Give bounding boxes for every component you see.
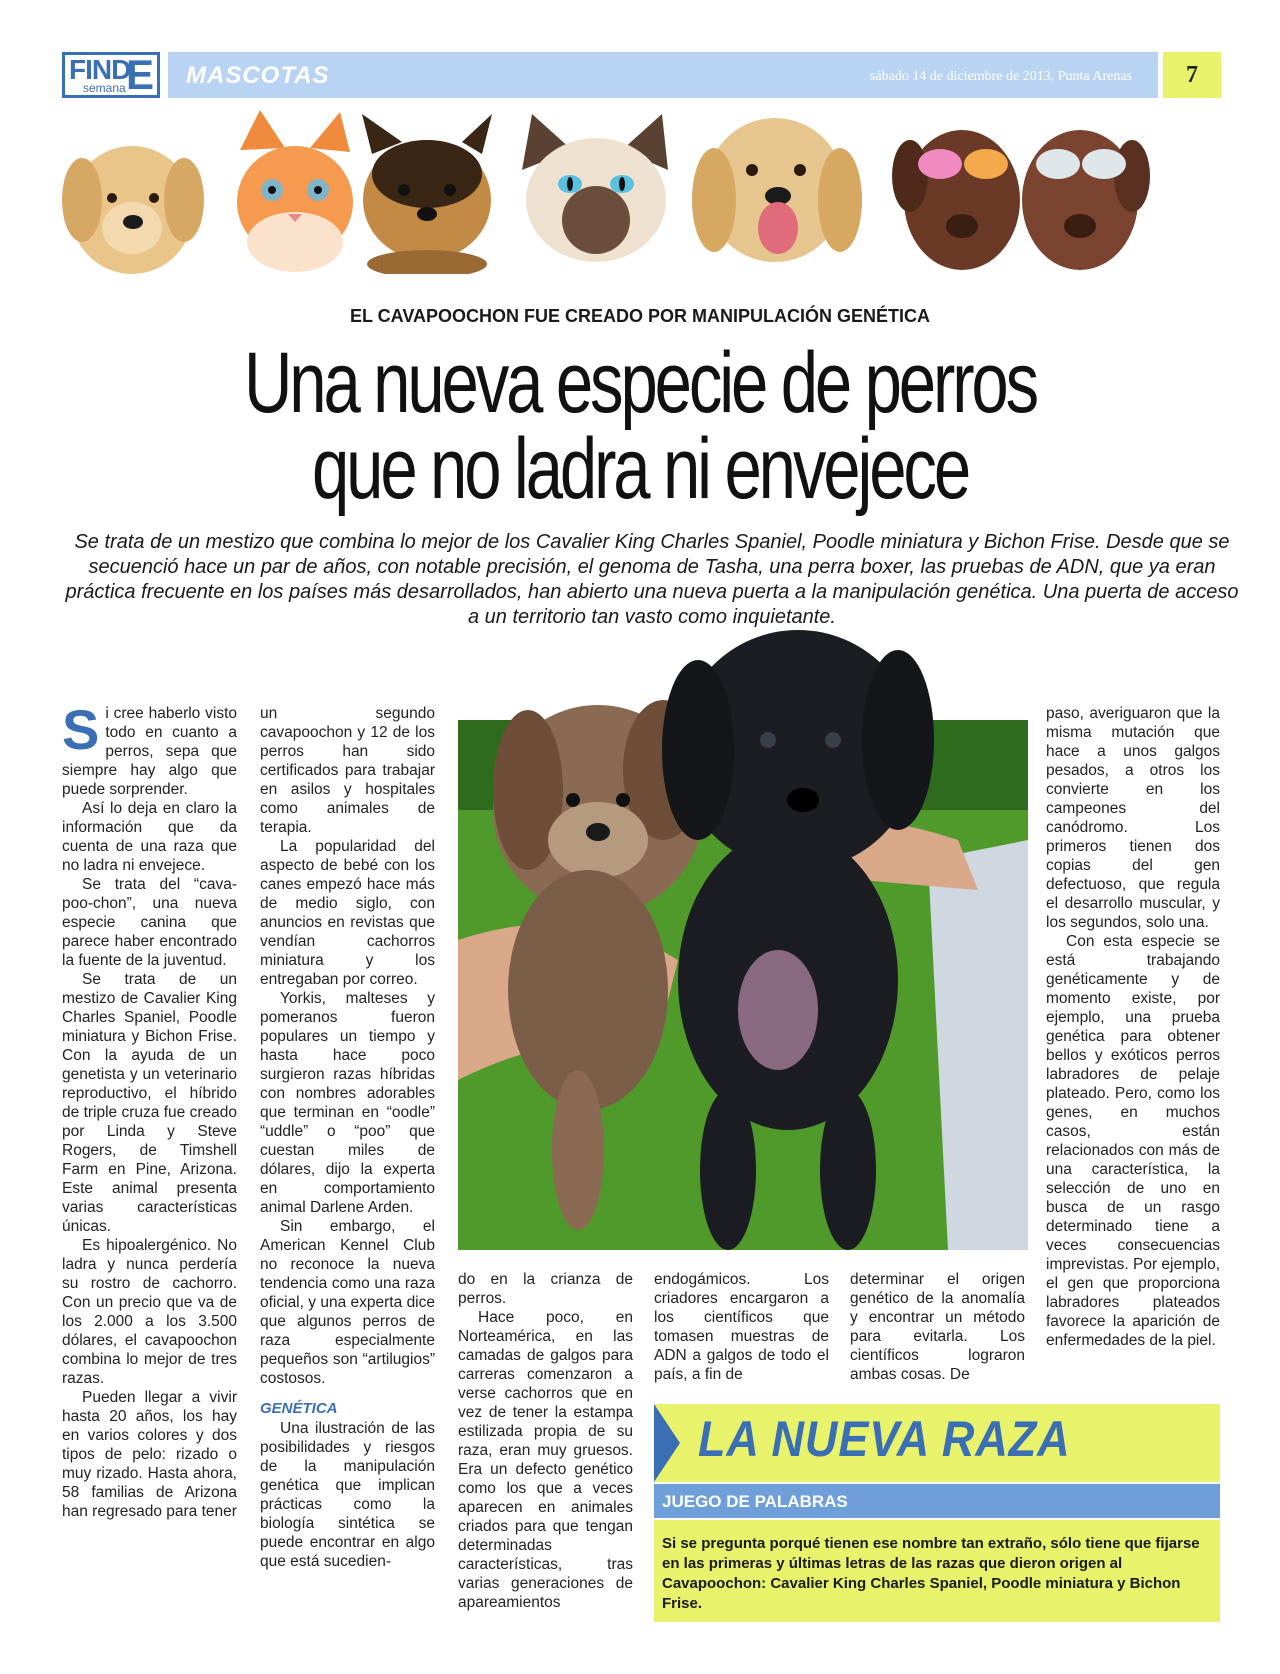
article-column-6: [1046, 704, 1220, 1350]
paragraph: paso, averiguaron que la misma mutación que hace a unos galgos pesados, a otros los convierte en los campeones del canódromo. Los primeros tienen dos copias del gen defectuoso, que regula el desarrollo muscular, y los segundos, solo una.: [1046, 705, 1220, 931]
orange-kitten-icon: [237, 110, 353, 272]
headline-line-2: que no ladra ni envejece: [311, 421, 969, 517]
article-column-5: [850, 1270, 1025, 1384]
page-number: 7: [1163, 52, 1221, 98]
findesemana-logo: FIND E semana: [62, 52, 160, 98]
subhead-genetica: GENÉTICA: [260, 1400, 338, 1417]
lead-paragraph: Se trata de un mestizo que combina lo mejor de los Cavalier King Charles Spaniel, Poodle miniatura y Bichon Frise. Desde que se secuenció hace un par de años, con notable precisión, el genoma de Tasha, una perra boxer, las pruebas de ADN, que ya eran práctica frecuente en los países más desarrollados, han abierto una nueva puerta a la manipulación genética. Una puerta de acceso a un territorio tan vasto como inquietante.: [65, 531, 1239, 628]
sidebar-subtitle: JUEGO DE PALABRAS: [662, 1492, 848, 1511]
paragraph: endogámicos. Los criadores encargaron a los científicos que tomasen muestras de ADN a galgos de todo el país, a fin de: [654, 1271, 829, 1383]
paragraph: do en la crianza de perros.: [458, 1271, 633, 1307]
yorkie-puppy-icon: [362, 114, 492, 274]
golden-retriever-icon: [692, 118, 862, 262]
paragraph: Pueden llegar a vivir hasta 20 años, los hay en varios colores y dos tipos de pelo: rizado o muy rizado. Hasta ahora, 58 familias de Arizona han regresado para tener: [62, 1389, 237, 1520]
drop-cap: S: [62, 698, 100, 761]
paragraph: Con esta especie se está trabajando genéticamente y de momento existe, por ejemplo, una prueba genética para obtener bellos y exóticos perros labradores de pelaje plateado. Pero, como los genes, en muchos casos, están relacionados con más de una característica, la selección de uno en busca de un rasgo determinado tiene a veces consecuencias imprevistas. Por ejemplo, el gen que proporciona labradores plateados favorece la aparición de enfermedades de la piel.: [1046, 933, 1221, 1349]
siamese-cat-icon: [522, 114, 668, 262]
sidebar-body: Si se pregunta porqué tienen ese nombre tan extraño, sólo tiene que fijarse en las primeras y últimas letras de las razas que dieron origen al Cavapoochon: Cavalier King Charles Spaniel, Poodle miniatura y Bichon Frise.: [662, 1535, 1200, 1612]
paragraph: La popularidad del aspecto de bebé con los canes empezó hace más de medio siglo, con anuncios en revistas que vendían cachorros miniatura y los entregaban por correo.: [260, 838, 435, 988]
paragraph: Así lo deja en claro la información que da cuenta de una raza que no ladra ni envejece.: [62, 800, 237, 874]
dateline: sábado 14 de diciembre de 2013, Punta Arenas: [869, 69, 1132, 84]
paragraph: Es hipoalergénico. No ladra y nunca perdería su rostro de cachorro. Con un precio que va de los 2.000 a los 3.500 dólares, el cavapoochon combina lo mejor de tres razas.: [62, 1237, 237, 1387]
two-cavapoochon-puppies-held-over-grass: [458, 630, 1028, 1250]
section-label: MASCOTAS: [186, 62, 330, 89]
article-column-4: [654, 1270, 829, 1384]
paragraph: Si cree haberlo visto todo en cuanto a perros, sepa que siempre hay algo que puede sorprender.: [62, 698, 237, 798]
paragraph: Se trata del “cava-poo-chon”, una nueva especie canina que parece haber encontrado la fuente de la juventud.: [62, 876, 237, 969]
paragraph: Hace poco, en Norteamérica, en las camadas de galgos para carreras comenzaron a verse cachorros que en vez de tener la estampa estilizada propia de su raza, eran muy gruesos. Era un defecto genético como los que a veces aparecen en animales criados para que tengan determinadas características, tras varias generaciones de apareamientos: [458, 1309, 633, 1611]
chocolate-labs-goggles-icon: [892, 130, 1150, 270]
paragraph: determinar el origen genético de la anomalía y encontrar un método para evitarla. Los científicos lograron ambas cosas. De: [850, 1271, 1025, 1383]
paragraph: Sin embargo, el American Kennel Club no reconoce la nueva tendencia como una raza oficial, y una experta dice que algunos perros de raza especialmente pequeños son “artilugios” costosos.: [260, 1218, 435, 1387]
article-column-1: [62, 698, 237, 1521]
article-column-3: [458, 1270, 633, 1612]
paragraph: Yorkis, malteses y pomeranos fueron populares un tiempo y hasta hace poco surgieron razas híbridas con nombres adorables que terminan en “oodle” “uddle” o “poo” que cuestan miles de dólares, dijo la experta en comportamiento animal Darlene Arden.: [260, 990, 435, 1216]
sidebar-title: LA NUEVA RAZA: [698, 1411, 1071, 1467]
paragraph: Se trata de un mestizo de Cavalier King Charles Spaniel, Poodle miniatura y Bichon Frise. Con la ayuda de un genetista y un veterinario reproductivo, el híbrido de triple cruza fue creado por Linda y Steve Rogers, de Timshell Farm en Pine, Arizona. Este animal presenta varias características únicas.: [62, 971, 237, 1235]
puppies-photo: [458, 610, 1028, 1250]
pet-photo-strip: [62, 110, 1220, 274]
paragraph: un segundo cavapoochon y 12 de los perros han sido certificados para trabajar en asilos y hospitales como animales de terapia.: [260, 705, 435, 836]
article-column-2: [260, 704, 435, 1571]
headline: [141, 335, 1139, 517]
arrow-icon: [654, 1404, 680, 1482]
paragraph: Una ilustración de las posibilidades y riesgos de la manipulación genética que implican prácticas como la biología sintética se puede encontrar en algo que está sucedien-: [260, 1420, 435, 1570]
golden-puppy-icon: [62, 146, 204, 274]
headline-line-1: Una nueva especie de perros: [243, 335, 1037, 431]
kicker: EL CAVAPOOCHON FUE CREADO POR MANIPULACIÓN GENÉTICA: [349, 306, 931, 326]
